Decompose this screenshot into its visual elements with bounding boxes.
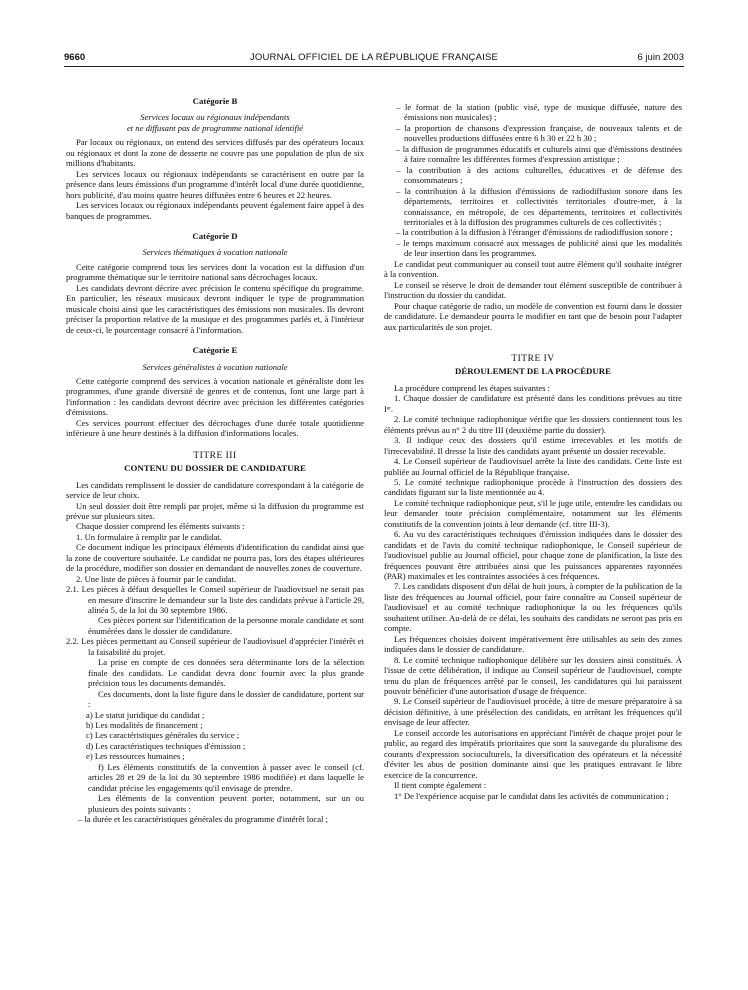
paragraph: La procédure comprend les étapes suivantes : xyxy=(394,382,551,393)
page-header xyxy=(64,52,684,66)
paragraph: Ces documents, dont la liste figure dans le dossier de candidature, portent sur : xyxy=(88,688,364,710)
list-item: a) Le statut juridique du candidat ; xyxy=(86,709,205,720)
paragraph: 8. Le comité technique radiophonique délibère sur les dossiers ainsi constitués. À l'issue de cette délibération, il indique au Conseil supérieur de l'audiovisuel, compte tenu du plan de fréquences arrêté par le conseil, les candidatures qui lui paraissent pouvoir bénéficier d'une autorisation d'usage de fréquence. xyxy=(384,654,682,697)
paragraph: Le conseil accorde les autorisations en appréciant l'intérêt de chaque projet pour le public, au regard des impératifs prioritaires que sont la sauvegarde du pluralisme des courants d'expression socioculturels, la diversification des opérateurs et la nécessité d'éviter les abus de position dominante ainsi que les pratiques entravant le libre exercice de la concurrence. xyxy=(384,727,682,780)
dash-item: – la durée et les caractéristiques générales du programme d'intérêt local ; xyxy=(78,814,328,825)
header-rule xyxy=(64,66,684,67)
left-column xyxy=(66,96,364,825)
dash-item: – le format de la station (public visé, type de musique diffusée, nature des émissions non musicales) ; xyxy=(396,102,682,123)
list-item: d) Les caractéristiques techniques d'émission ; xyxy=(86,740,246,751)
dash-item: – le temps maximum consacré aux messages de publicité ainsi que les modalités de leur insertion dans les programmes. xyxy=(396,237,682,259)
numbered-item: 2.1. Les pièces à défaut desquelles le Conseil supérieur de l'audiovisuel ne serait pas en mesure d'inscrire le demandeur sur la liste des candidats prévue à l'article 29, alinéa 5, de la loi du 30 septembre 1986. xyxy=(66,584,364,616)
paragraph: Cette catégorie comprend des services à vocation nationale et généraliste dont les programmes, d'une grande diversité de genres et de contenus, font une large part à l'information : les candidats devront décrire avec précision les différentes catégories d'émissions. xyxy=(66,375,364,418)
category-b-subtitle-2: et ne diffusant pas de programme national identifié xyxy=(126,122,304,133)
dash-item: – la diffusion de programmes éducatifs et culturels ainsi que d'émissions destinées à faire connaître les différentes formes d'expression artistique ; xyxy=(396,143,682,165)
publication-date: 6 juin 2003 xyxy=(637,52,684,63)
paragraph: La prise en compte de ces données sera déterminante lors de la sélection finale des candidats. Le candidat devra donc fournir avec la plus grande précision tous les documents demandés. xyxy=(88,657,364,689)
paragraph: Le conseil se réserve le droit de demander tout élément susceptible de contribuer à l'instruction du dossier du candidat. xyxy=(384,279,682,301)
paragraph: Pour chaque catégorie de radio, un modèle de convention est fourni dans le dossier de candidature. Le demandeur pourra le modifier en tant que de besoin pour l'adapter aux particularités de son projet. xyxy=(384,300,682,332)
paragraph: 4. Le Conseil supérieur de l'audiovisuel arrête la liste des candidats. Cette liste est publiée au Journal officiel de la République française. xyxy=(384,456,682,477)
paragraph: Les candidats devront décrire avec précision le contenu spécifique du programme. En particulier, les réseaux musicaux devront indiquer le type de programmation musicale choisi ainsi que les caractéristiques des émissions non musicales. Ils devront préciser la proportion relative de la musique et des programmes parlés et, à l'intérieur de ceux-ci, le pourcentage consacré à l'information. xyxy=(66,282,364,335)
paragraph: Chaque dossier comprend les éléments suivants : xyxy=(76,521,245,532)
paragraph: Les services locaux ou régionaux indépendants peuvent également faire appel à des banques de programmes. xyxy=(66,200,364,221)
category-b-heading: Catégorie B xyxy=(192,96,238,106)
page-number: 9660 xyxy=(64,52,86,63)
paragraph: 2. Une liste de pièces à fournir par le candidat. xyxy=(76,573,237,584)
dash-item: – la proportion de chansons d'expression française, de nouveaux talents et de nouvelles productions diffusées entre 6 h 30 et 22 h 30 ; xyxy=(396,122,682,144)
paragraph: 2. Le comité technique radiophonique vérifie que les dossiers contiennent tous les éléments prévus au n° 2 du titre III (deuxième partie du dossier). xyxy=(384,414,682,435)
dash-item: – la contribution à la diffusion d'émissions de radiodiffusion sonore dans les départements, territoires et collectivités territoriales d'outre-mer, à la connaissance, en métropole, de ces départements, territoires et collectivités territoriales et à la diffusion des programmes culturels de ces collectivités ; xyxy=(396,185,682,227)
category-e-heading: Catégorie E xyxy=(192,345,238,356)
paragraph: 9. Le Conseil supérieur de l'audiovisuel procède, à titre de mesure préparatoire à sa décision définitive, à une présélection des candidats, en arrêtant les fréquences qu'il envisage de leur affecter. xyxy=(384,696,682,728)
list-item: c) Les caractéristiques générales du service ; xyxy=(86,730,240,741)
category-e-subtitle: Services généralistes à vocation nationale xyxy=(142,361,288,372)
paragraph: Le candidat peut communiquer au conseil tout autre élément qu'il souhaite intégrer à la convention. xyxy=(384,258,682,280)
paragraph: 1. Chaque dossier de candidature est présenté dans les conditions prévues au titre Iᵉʳ. xyxy=(384,393,682,414)
paragraph: 1. Un formulaire à remplir par le candidat. xyxy=(76,531,222,542)
paragraph: 3. Il indique ceux des dossiers qu'il estime irrecevables et les motifs de l'irrecevabilité. Il dresse la liste des candidats ayant présenté un dossier recevable. xyxy=(384,435,682,456)
titre-iv-subheading: DÉROULEMENT DE LA PROCÉDURE xyxy=(454,366,611,377)
category-b-subtitle-1: Services locaux ou régionaux indépendants xyxy=(140,112,290,123)
paragraph: 1° De l'expérience acquise par le candidat dans les activités de communication ; xyxy=(394,790,669,801)
paragraph: Par locaux ou régionaux, on entend des services diffusés par des opérateurs locaux ou régionaux et dont la zone de desserte ne couvre pas une population de plus de six millions d'habitants. xyxy=(66,137,364,169)
journal-title: JOURNAL OFFICIEL DE LA RÉPUBLIQUE FRANÇAISE xyxy=(249,52,499,63)
category-d-subtitle: Services thématiques à vocation nationale xyxy=(142,247,288,258)
list-item: e) Les ressources humaines ; xyxy=(86,751,185,762)
titre-iv-heading: TITRE IV xyxy=(511,353,555,364)
titre-iii-heading: TITRE III xyxy=(193,450,237,461)
paragraph: 5. Le comité technique radiophonique procède à l'instruction des dossiers des candidats figurant sur la liste mentionnée au 4. xyxy=(384,476,682,498)
paragraph: Cette catégorie comprend tous les services dont la vocation est la diffusion d'un programme thématique sur le territoire national sans décrochages locaux. xyxy=(66,261,364,283)
paragraph: Les services locaux ou régionaux indépendants se caractérisent en outre par la présence dans leurs émissions d'un programme d'intérêt local d'une durée quotidienne, hors publicité, d'au moins quatre heures diffusées entre 6 heures et 22 heures. xyxy=(66,168,364,200)
paragraph: 7. Les candidats disposent d'un délai de huit jours, à compter de la publication de la liste des fréquences au Journal officiel, pour faire connaître au Conseil supérieur de l'audiovisuel et au comité technique radiophonique la ou les fréquences qu'ils souhaitent utiliser. Au-delà de ce délai, les souhaits des candidats ne seront pas pris en compte. xyxy=(384,581,682,634)
paragraph: Les fréquences choisies doivent impérativement être utilisables au sein des zones indiquées dans le dossier de candidature. xyxy=(384,633,682,655)
paragraph: Le comité technique radiophonique peut, s'il le juge utile, entendre les candidats ou leur demander toute précision complémentaire, notamment sur les éléments constitutifs de la convention joints à leur demande (cf. titre III-3). xyxy=(384,497,682,529)
category-d-heading: Catégorie D xyxy=(192,230,238,241)
paragraph: Ce document indique les principaux éléments d'identification du candidat ainsi que la zone de couverture souhaitée. Le candidat ne pourra pas, lors des étapes ultérieures de la procédure, modifier son dossier en demandant de nouvelles zones de couverture. xyxy=(66,542,364,574)
paragraph: Les éléments de la convention peuvent porter, notamment, sur un ou plusieurs des points suivants : xyxy=(88,793,364,814)
list-item: f) Les éléments constitutifs de la convention à passer avec le conseil (cf. articles 28 et 29 de la loi du 30 septembre 1986 modifiée) et dans laquelle le candidat précise les engagements qu'il envisage de prendre. xyxy=(88,761,364,793)
paragraph: 6. Au vu des caractéristiques techniques d'émission indiquées dans le dossier des candidats et de l'avis du comité technique radiophonique, le Conseil supérieur de l'audiovisuel publie au Journal officiel, pour chaque zone de planification, la liste des fréquences pouvant être attribuées ainsi que les puissances apparentes rayonnées (PAR) maximales et les contraintes associées à ces fréquences. xyxy=(384,529,682,582)
numbered-item: 2.2. Les pièces permettant au Conseil supérieur de l'audiovisuel d'apprécier l'intérêt et la faisabilité du projet. xyxy=(66,636,364,657)
paragraph: Ces services pourront effectuer des décrochages d'une durée totale quotidienne inférieure à une heure destinés à la diffusion d'informations locales. xyxy=(66,417,364,439)
right-column xyxy=(384,102,682,801)
paragraph: Ces pièces portent sur l'identification de la personne morale candidate et sont énumérées dans le dossier de candidature. xyxy=(88,615,364,636)
dash-item: – la contribution à des actions culturelles, éducatives et de défense des consommateurs ; xyxy=(396,164,682,186)
paragraph: Un seul dossier doit être rempli par projet, même si la diffusion du programme est prévue sur plusieurs sites. xyxy=(66,500,364,521)
titre-iii-subheading: CONTENU DU DOSSIER DE CANDIDATURE xyxy=(124,463,306,474)
list-item: b) Les modalités de financement ; xyxy=(86,720,203,731)
paragraph: Il tient compte également : xyxy=(394,780,487,791)
dash-item: – la contribution à la diffusion à l'étranger d'émissions de radiodiffusion sonore ; xyxy=(396,227,673,238)
paragraph: Les candidats remplissent le dossier de candidature correspondant à la catégorie de service de leur choix. xyxy=(66,479,364,501)
